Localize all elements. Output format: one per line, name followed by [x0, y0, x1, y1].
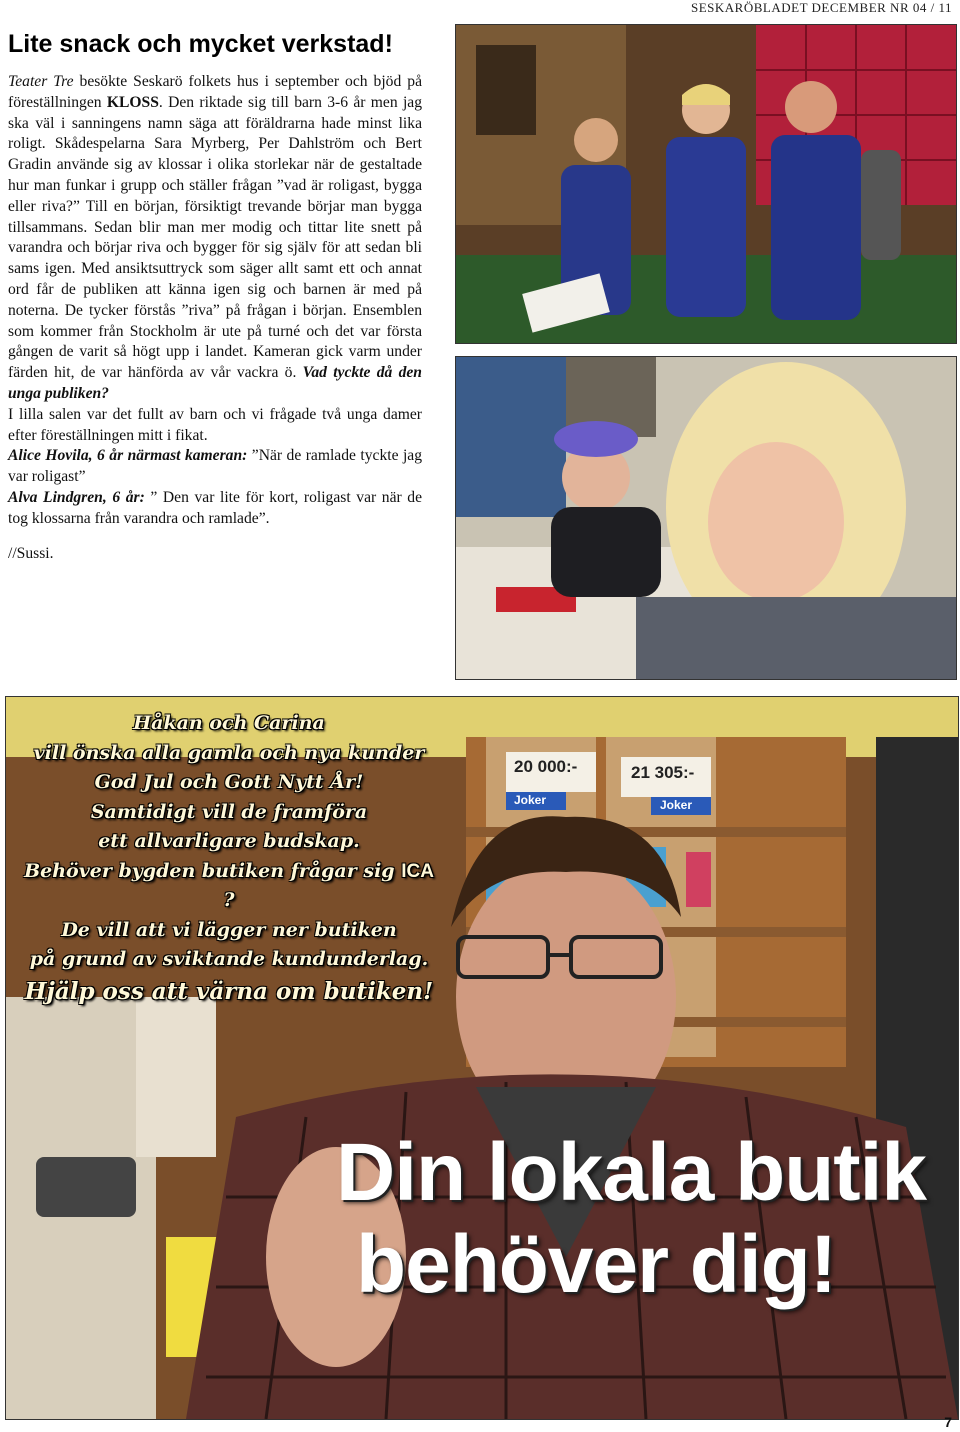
ad-message: [24, 709, 434, 1006]
ad-line-message-2: ett allvarligare budskap.: [98, 830, 360, 852]
ad-line-owners: Håkan och Carina: [133, 712, 325, 734]
article-paragraph-1: Teater Tre besökte Seskarö folkets hus i september och bjöd på föreställningen KLOSS. Den riktade sig till barn 3-6 år men jag ska väl i sanningens namn säga att föräldrarna hade minst lika roligt. Skådespelarna Sara Myrberg, Per Dahlström och Bert Gradin använde sig av klossar i olika storlekar när de gestaltade hur man funkar i grupp och ställer frågan ”vad är roligast, bygga eller riva?” Till en början, försiktigt trevande börjar man bygga tillsammans. Sedan blir man mer modig och tittar lite snett på varandra och börjar riva och bygger för sig själv för att sedan bli sams igen. Med ansiktsuttryck som säger allt samt ett och annat ord får de publiken att känna igen sig och barnen är med på noterna. De tycker förstås ”riva” på frågan i början. Ensemblen som kommer från Stockholm är ute på turné och det var första gången de varit så högt upp i landet. Kameran gick varm under färden hit, de var hänförda av vår vackra ö. Vad tyckte då den unga publiken?: [8, 73, 422, 402]
price-sign-1: 20 000:-: [514, 757, 578, 776]
ad-line-greeting-1: vill önska alla gamla och nya kunder: [33, 741, 425, 764]
store-advertisement: [5, 696, 959, 1420]
joker-sign-2: Joker: [660, 798, 693, 812]
article-paragraph-2: I lilla salen var det fullt av barn och vi frågade två unga damer efter föreställningen mitt i fikat.: [8, 405, 422, 444]
play-title: KLOSS: [106, 93, 159, 111]
price-sign-2: 21 305:-: [631, 763, 695, 782]
page-number: 7: [944, 1414, 952, 1430]
ad-slogan-line-1: Din lokala butik: [336, 1127, 926, 1218]
ad-line-message-4: på grund av sviktande kundunderlag.: [29, 948, 429, 970]
children-photo: [455, 356, 957, 680]
article-headline: Lite snack och mycket verkstad!: [8, 30, 393, 58]
ad-line-message-1: Samtidigt vill de framföra: [90, 800, 368, 823]
quote-alva-name: Alva Lindgren, 6 år:: [8, 488, 145, 506]
actors-photo: [455, 24, 957, 344]
ad-line-question: Behöver bygden butiken frågar sig ICA ?: [24, 859, 434, 911]
quote-alva: Alva Lindgren, 6 år: ” Den var lite för kort, roligast var när de tog klossarna från varandra och ramlade”.: [8, 488, 423, 527]
question-heading: Vad tyckte då den unga publiken?: [8, 364, 422, 402]
quote-alice-name: Alice Hovila, 6 år närmast kameran:: [8, 447, 248, 465]
masthead: SESKARÖBLADET DECEMBER NR 04 / 11: [691, 0, 952, 15]
ad-line-message-3: De vill att vi lägger ner butiken: [61, 918, 397, 941]
article-body: [8, 72, 422, 564]
theater-name: Teater Tre: [8, 73, 74, 90]
ad-slogan: [336, 1127, 951, 1311]
ad-slogan-line-2: behöver dig!: [356, 1219, 837, 1310]
ica-brand: ICA: [401, 860, 434, 882]
ad-line-call-to-action: Hjälp oss att värna om butiken!: [24, 977, 434, 1005]
author-signature: //Sussi.: [8, 544, 54, 562]
joker-sign-1: Joker: [514, 793, 547, 807]
ad-line-greeting-2: God Jul och Gott Nytt År!: [94, 771, 364, 793]
quote-alice: Alice Hovila, 6 år närmast kameran: ”När de ramlade tyckte jag var roligast”: [8, 447, 423, 486]
